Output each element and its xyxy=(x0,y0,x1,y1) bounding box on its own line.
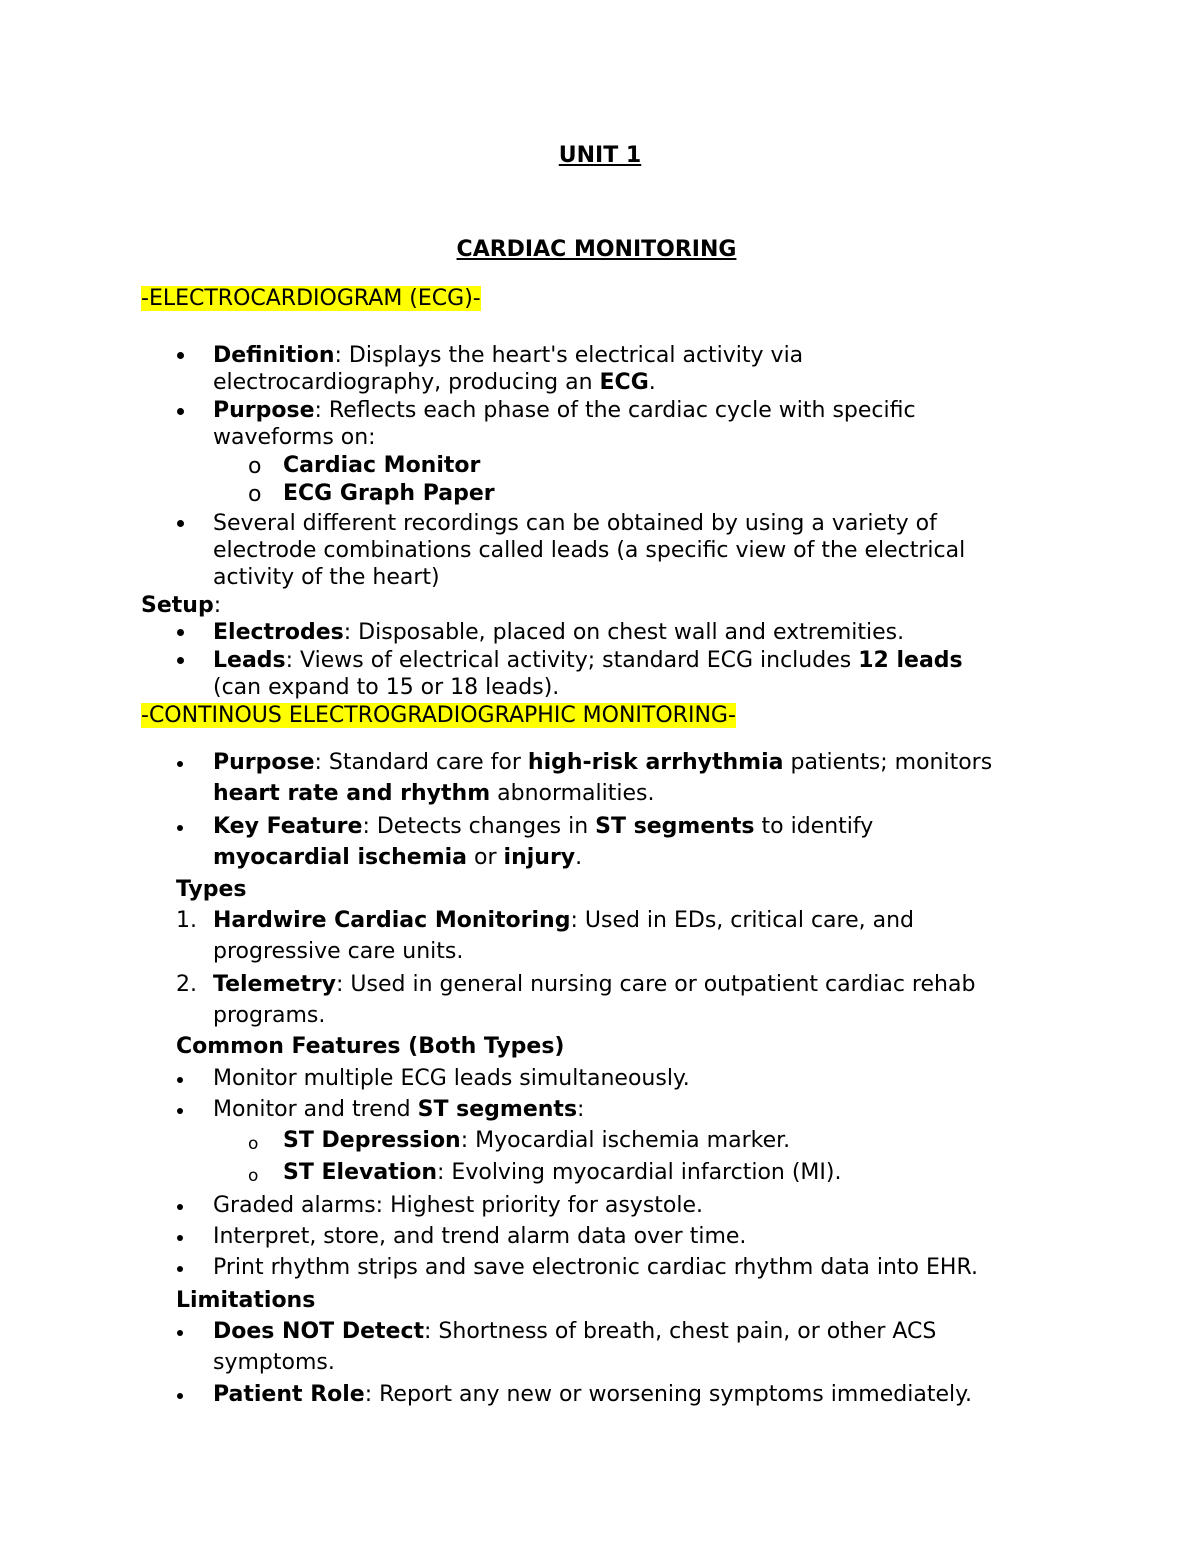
bullet xyxy=(177,352,184,359)
ecg-section-header: -ELECTROCARDIOGRAM (ECG)- xyxy=(141,286,481,311)
leads-item: Leads: Views of electrical activity; standard ECG includes 12 leads xyxy=(213,648,963,673)
common-feature-item: Monitor multiple ECG leads simultaneously. xyxy=(213,1066,690,1091)
bullet xyxy=(177,1108,183,1114)
bullet xyxy=(177,629,184,636)
limitation-item: Does NOT Detect: Shortness of breath, chest pain, or other ACS xyxy=(213,1319,937,1344)
list-number: 2. xyxy=(176,972,197,997)
bullet xyxy=(177,1266,183,1272)
limitation-item-cont: symptoms. xyxy=(213,1350,335,1375)
bullet xyxy=(177,1235,183,1241)
setup-heading: Setup: xyxy=(141,593,222,618)
several-item: Several different recordings can be obtained by using a variety of xyxy=(213,511,937,536)
purpose-item-cont: waveforms on: xyxy=(213,425,376,450)
st-elevation-item: ST Elevation: Evolving myocardial infarction (MI). xyxy=(283,1160,842,1185)
bullet xyxy=(177,520,184,527)
limitations-heading: Limitations xyxy=(176,1288,316,1313)
type-hardwire-item-cont: progressive care units. xyxy=(213,939,464,964)
continuous-section-header: -CONTINOUS ELECTROGRADIOGRAPHIC MONITORING- xyxy=(141,703,736,728)
definition-item: Definition: Displays the heart's electrical activity via xyxy=(213,343,804,368)
bullet xyxy=(177,1330,183,1336)
key-feature-item: Key Feature: Detects changes in ST segments to identify xyxy=(213,814,874,839)
st-depression-item: ST Depression: Myocardial ischemia marker. xyxy=(283,1128,791,1153)
page-title: UNIT 1 xyxy=(558,143,642,168)
definition-item-cont: electrocardiography, producing an ECG. xyxy=(213,370,656,395)
bullet xyxy=(177,657,184,664)
type-telemetry-item: Telemetry: Used in general nursing care or outpatient cardiac rehab xyxy=(213,972,976,997)
leads-item-cont: (can expand to 15 or 18 leads). xyxy=(213,675,560,700)
bullet xyxy=(177,1077,183,1083)
cont-purpose-item: Purpose: Standard care for high-risk arrhythmia patients; monitors xyxy=(213,750,993,775)
type-telemetry-item-cont: programs. xyxy=(213,1003,326,1028)
type-hardwire-item: Hardwire Cardiac Monitoring: Used in EDs, critical care, and xyxy=(213,908,914,933)
sub-bullet-marker: o xyxy=(248,1166,259,1186)
common-feature-item: Graded alarms: Highest priority for asystole. xyxy=(213,1193,704,1218)
sub-bullet-marker: o xyxy=(248,482,262,507)
sub-bullet-marker: o xyxy=(248,454,262,479)
list-number: 1. xyxy=(176,908,197,933)
bullet xyxy=(177,1204,183,1210)
cont-purpose-item-cont: heart rate and rhythm abnormalities. xyxy=(213,781,655,806)
bullet xyxy=(177,825,183,831)
bullet xyxy=(177,761,183,767)
bullet xyxy=(177,408,184,415)
sub-item-ecg-graph-paper: ECG Graph Paper xyxy=(283,481,495,506)
common-feature-item: Monitor and trend ST segments: xyxy=(213,1097,585,1122)
common-features-heading: Common Features (Both Types) xyxy=(176,1034,565,1059)
sub-item-cardiac-monitor: Cardiac Monitor xyxy=(283,453,481,478)
types-heading: Types xyxy=(176,877,247,902)
purpose-item: Purpose: Reflects each phase of the cardiac cycle with specific xyxy=(213,398,916,423)
sub-bullet-marker: o xyxy=(248,1134,259,1154)
electrodes-item: Electrodes: Disposable, placed on chest wall and extremities. xyxy=(213,620,905,645)
several-item-cont: activity of the heart) xyxy=(213,565,440,590)
key-feature-item-cont: myocardial ischemia or injury. xyxy=(213,845,583,870)
page-subtitle: CARDIAC MONITORING xyxy=(456,237,737,262)
several-item-cont: electrode combinations called leads (a specific view of the electrical xyxy=(213,538,966,563)
common-feature-item: Interpret, store, and trend alarm data over time. xyxy=(213,1224,747,1249)
common-feature-item: Print rhythm strips and save electronic cardiac rhythm data into EHR. xyxy=(213,1255,978,1280)
limitation-item: Patient Role: Report any new or worsening symptoms immediately. xyxy=(213,1382,972,1407)
bullet xyxy=(177,1393,183,1399)
